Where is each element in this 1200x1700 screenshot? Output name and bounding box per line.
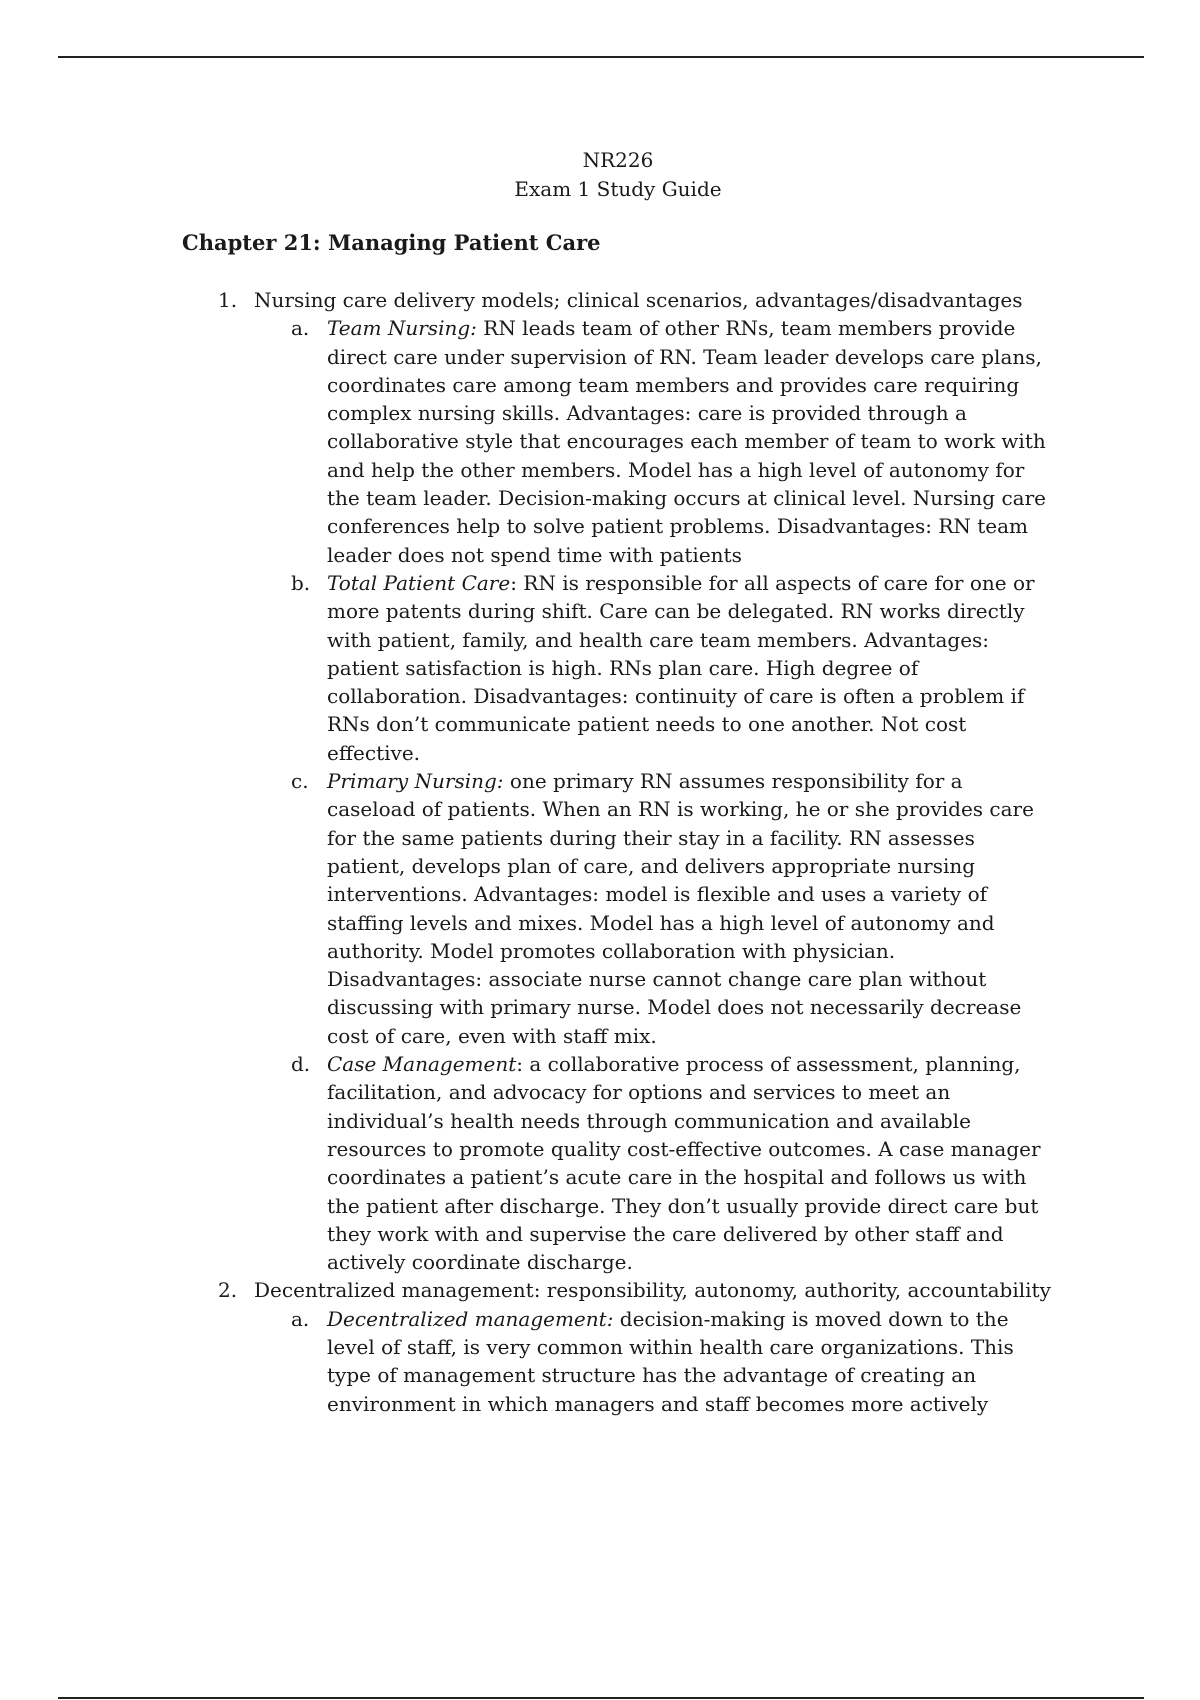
sub-item-letter: d. xyxy=(291,1052,311,1077)
sub-item-total-patient-care xyxy=(0,569,1200,767)
term: Team Nursing: xyxy=(327,316,477,341)
sub-item-letter: a. xyxy=(291,316,310,341)
term: Decentralized management: xyxy=(327,1306,614,1331)
definition: : RN is responsible for all aspects of care for one or more patents during shift. Care can be delegated. RN works directly with patient, family, and health care team members. Advantages: patient satisfaction is high. RNs plan care. High degree of collaboration. Disadvantages: continuity of care is often a problem if RNs don’t communicate patient needs to one another. Not cost effective. xyxy=(327,570,1035,765)
sub-item-primary-nursing xyxy=(0,767,1200,1050)
list-item xyxy=(0,286,1200,314)
document-header xyxy=(0,146,1200,204)
sub-item-case-management xyxy=(0,1050,1200,1276)
item-number: 2. xyxy=(218,1278,238,1303)
definition: RN leads team of other RNs, team members provide direct care under supervision of RN. Team leader develops care plans, coordinates care among team members and provides care requiring complex nursing skills. Advantages: care is provided through a collaborative style that encourages each member of team to work with and help the other members. Model has a high level of autonomy for the team leader. Decision-making occurs at clinical level. Nursing care conferences help to solve patient problems. Disadvantages: RN team leader does not spend time with patients xyxy=(327,316,1046,567)
definition: : a collaborative process of assessment, planning, facilitation, and advocacy for options and services to meet an individual’s health needs through communication and available resources to promote quality cost-effective outcomes. A case manager coordinates a patient’s acute care in the hospital and follows us with the patient after discharge. They don’t usually provide direct care but they work with and supervise the care delivered by other staff and actively coordinate discharge. xyxy=(327,1052,1041,1275)
outline xyxy=(0,286,1200,1418)
sub-item-letter: b. xyxy=(291,570,311,595)
definition: one primary RN assumes responsibility for a caseload of patients. When an RN is working, he or she provides care for the same patients during their stay in a facility. RN assesses patient, develops plan of care, and delivers appropriate nursing interventions. Advantages: model is flexible and uses a variety of staffing levels and mixes. Model has a high level of autonomy and authority. Model promotes collaboration with physician. Disadvantages: associate nurse cannot change care plan without discussing with primary nurse. Model does not necessarily decrease cost of care, even with staff mix. xyxy=(327,769,1034,1048)
bottom-rule xyxy=(58,1697,1144,1699)
list-item xyxy=(0,1276,1200,1304)
sub-item-letter: a. xyxy=(291,1306,310,1331)
term: Primary Nursing: xyxy=(327,769,504,794)
item-text: Decentralized management: responsibility, autonomy, authority, accountability xyxy=(254,1278,1051,1303)
item-number: 1. xyxy=(218,288,238,312)
sub-item-letter: c. xyxy=(291,769,309,794)
chapter-heading: Chapter 21: Managing Patient Care xyxy=(182,230,601,255)
top-rule xyxy=(58,56,1144,58)
item-text: Nursing care delivery models; clinical scenarios, advantages/disadvantages xyxy=(254,288,1023,312)
sub-item-team-nursing xyxy=(0,314,1200,569)
term: Case Management xyxy=(327,1052,517,1077)
definition: decision-making is moved down to the level of staff, is very common within health care organizations. This type of management structure has the advantage of creating an environment in which managers and staff becomes more actively xyxy=(327,1306,1014,1416)
course-code: NR226 xyxy=(582,148,654,172)
sub-item-decentralized-management xyxy=(0,1305,1200,1418)
term: Total Patient Care xyxy=(327,570,511,595)
document-title: Exam 1 Study Guide xyxy=(514,177,722,201)
